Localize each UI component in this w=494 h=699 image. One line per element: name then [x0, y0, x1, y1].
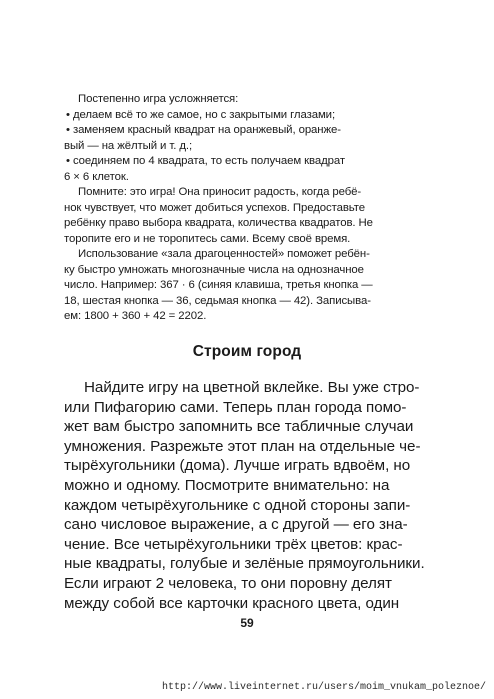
text-line: Найдите игру на цветной вклейке. Вы уже стро-: [84, 379, 420, 396]
text-line: торопите его и не торопитесь сами. Всему своё время.: [64, 232, 351, 245]
text-line: число. Например: 367 · 6 (синяя клавиша, третья кнопка —: [64, 279, 373, 291]
intro-text: [64, 92, 448, 325]
text-line: ребёнку право выбора квадрата, количества квадратов. Не: [64, 217, 373, 229]
text-line: Использование «зала драгоценностей» поможет ребён-: [78, 248, 370, 260]
text-line: сано числовое выражение, а с другой — его зна-: [64, 516, 408, 534]
text-line: 6 × 6 клеток.: [64, 170, 129, 183]
text-line: тырёхугольники (дома). Лучше играть вдвоём, но: [64, 457, 411, 475]
section-heading: Строим город: [192, 343, 302, 360]
main-text: [64, 378, 458, 613]
source-watermark: http://www.liveinternet.ru/users/moim_vnukam_poleznoe/: [161, 682, 486, 693]
bullet-item: • делаем всё то же самое, но с закрытыми глазами;: [66, 108, 336, 121]
bullet-item: • заменяем красный квадрат на оранжевый, оранже-: [66, 124, 341, 136]
text-line: ные квадраты, голубые и зелёные прямоугольники.: [64, 555, 425, 573]
text-line: умножения. Разрежьте этот план на отдельные че-: [64, 437, 421, 455]
text-line: ем: 1800 + 360 + 42 = 2202.: [64, 310, 207, 322]
text-line: вый — на жёлтый и т. д.;: [64, 139, 193, 152]
text-line: Если играют 2 человека, то они поровну делят: [64, 574, 392, 592]
text-line: чение. Все четырёхугольники трёх цветов: крас-: [64, 535, 403, 553]
text-line: жет вам быстро запомнить все табличные случаи: [64, 418, 414, 436]
text-line: можно и одному. Посмотрите внимательно: на: [64, 476, 390, 494]
text-line: ку быстро умножать многозначные числа на однозначное: [64, 263, 364, 276]
page-number: 59: [240, 616, 254, 630]
text-line: между собой все карточки красного цвета, один: [64, 594, 400, 612]
text-line: каждом четырёхугольнике с одной стороны запи-: [64, 496, 411, 514]
bullet-item: • соединяем по 4 квадрата, то есть получаем квадрат: [66, 155, 345, 167]
text-line: Помните: это игра! Она приносит радость, когда ребё-: [78, 186, 362, 198]
text-line: 18, шестая кнопка — 36, седьмая кнопка — 42). Записыва-: [64, 294, 371, 307]
text-line: или Пифагорию сами. Теперь план города помо-: [64, 398, 407, 416]
text-line: нок чувствует, что может добиться успехов. Предоставьте: [64, 201, 365, 214]
text-line: Постепенно игра усложняется:: [78, 93, 239, 105]
